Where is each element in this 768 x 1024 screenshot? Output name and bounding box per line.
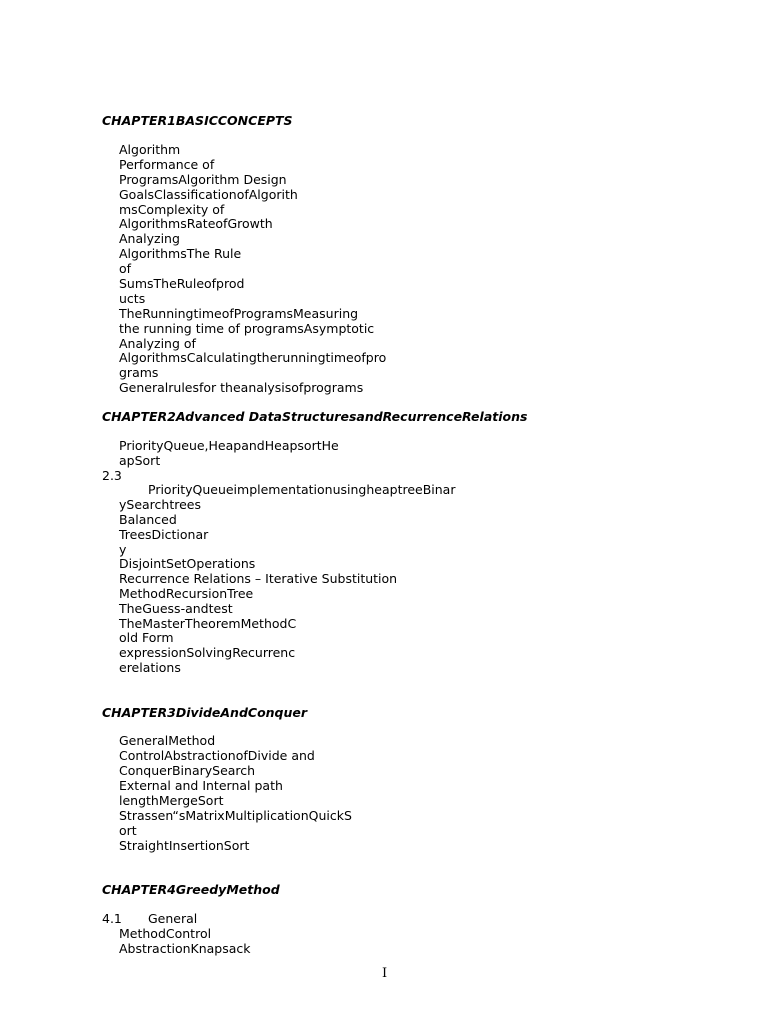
- toc-line: msComplexity of: [119, 202, 225, 217]
- toc-line: lengthMergeSort: [119, 793, 224, 808]
- toc-line: PriorityQueueimplementationusingheaptreeBinar: [148, 482, 456, 497]
- toc-line: StraightInsertionSort: [119, 838, 250, 853]
- toc-line: TreesDictionar: [119, 527, 209, 542]
- chapter-1-heading: CHAPTER1BASICCONCEPTS: [102, 113, 293, 128]
- toc-line: ucts: [119, 291, 146, 306]
- toc-line: AlgorithmsRateofGrowth: [119, 216, 273, 231]
- toc-line: erelations: [119, 660, 181, 675]
- toc-line: Performance of: [119, 157, 215, 172]
- toc-line: TheMasterTheoremMethodC: [119, 616, 297, 631]
- toc-line: ConquerBinarySearch: [119, 763, 256, 778]
- toc-line: AlgorithmsThe Rule: [119, 246, 242, 261]
- toc-line: old Form: [119, 630, 174, 645]
- toc-line: AlgorithmsCalculatingtherunningtimeofpro: [119, 350, 387, 365]
- toc-line: General: [148, 911, 198, 926]
- toc-line: the running time of programsAsymptotic: [119, 321, 375, 336]
- toc-line: TheRunningtimeofProgramsMeasuring: [119, 306, 359, 321]
- page-number: I: [382, 966, 388, 981]
- toc-line: PriorityQueue,HeapandHeapsortHe: [119, 438, 339, 453]
- toc-line: apSort: [119, 453, 161, 468]
- toc-line: Generalrulesfor theanalysisofprograms: [119, 380, 364, 395]
- toc-line: DisjointSetOperations: [119, 556, 256, 571]
- chapter-3-heading: CHAPTER3DivideAndConquer: [102, 705, 308, 720]
- toc-line: MethodRecursionTree: [119, 586, 254, 601]
- toc-line: External and Internal path: [119, 778, 283, 793]
- toc-line: ySearchtrees: [119, 497, 202, 512]
- chapter-4-heading: CHAPTER4GreedyMethod: [102, 882, 280, 897]
- toc-line: TheGuess-andtest: [119, 601, 233, 616]
- toc-line: AbstractionKnapsack: [119, 941, 251, 956]
- toc-line: Recurrence Relations – Iterative Substitution: [119, 571, 398, 586]
- toc-line: y: [119, 542, 127, 557]
- toc-line: MethodControl: [119, 926, 212, 941]
- section-number: 4.1: [102, 911, 122, 926]
- toc-line: ControlAbstractionofDivide and: [119, 748, 315, 763]
- toc-line: GeneralMethod: [119, 733, 216, 748]
- toc-line: Balanced: [119, 512, 177, 527]
- toc-line: Analyzing of: [119, 336, 196, 351]
- toc-line: Algorithm: [119, 142, 181, 157]
- toc-line: grams: [119, 365, 159, 380]
- toc-line: expressionSolvingRecurrenc: [119, 645, 296, 660]
- toc-line: Analyzing: [119, 231, 180, 246]
- toc-line: SumsTheRuleofprod: [119, 276, 245, 291]
- toc-line: ProgramsAlgorithm Design: [119, 172, 287, 187]
- section-number: 2.3: [102, 468, 122, 483]
- toc-line: GoalsClassificationofAlgorith: [119, 187, 298, 202]
- chapter-2-heading: CHAPTER2Advanced DataStructuresandRecurrenceRelations: [102, 409, 528, 424]
- toc-line: of: [119, 261, 132, 276]
- toc-line: ort: [119, 823, 137, 838]
- toc-line: Strassen“sMatrixMultiplicationQuickS: [119, 808, 352, 823]
